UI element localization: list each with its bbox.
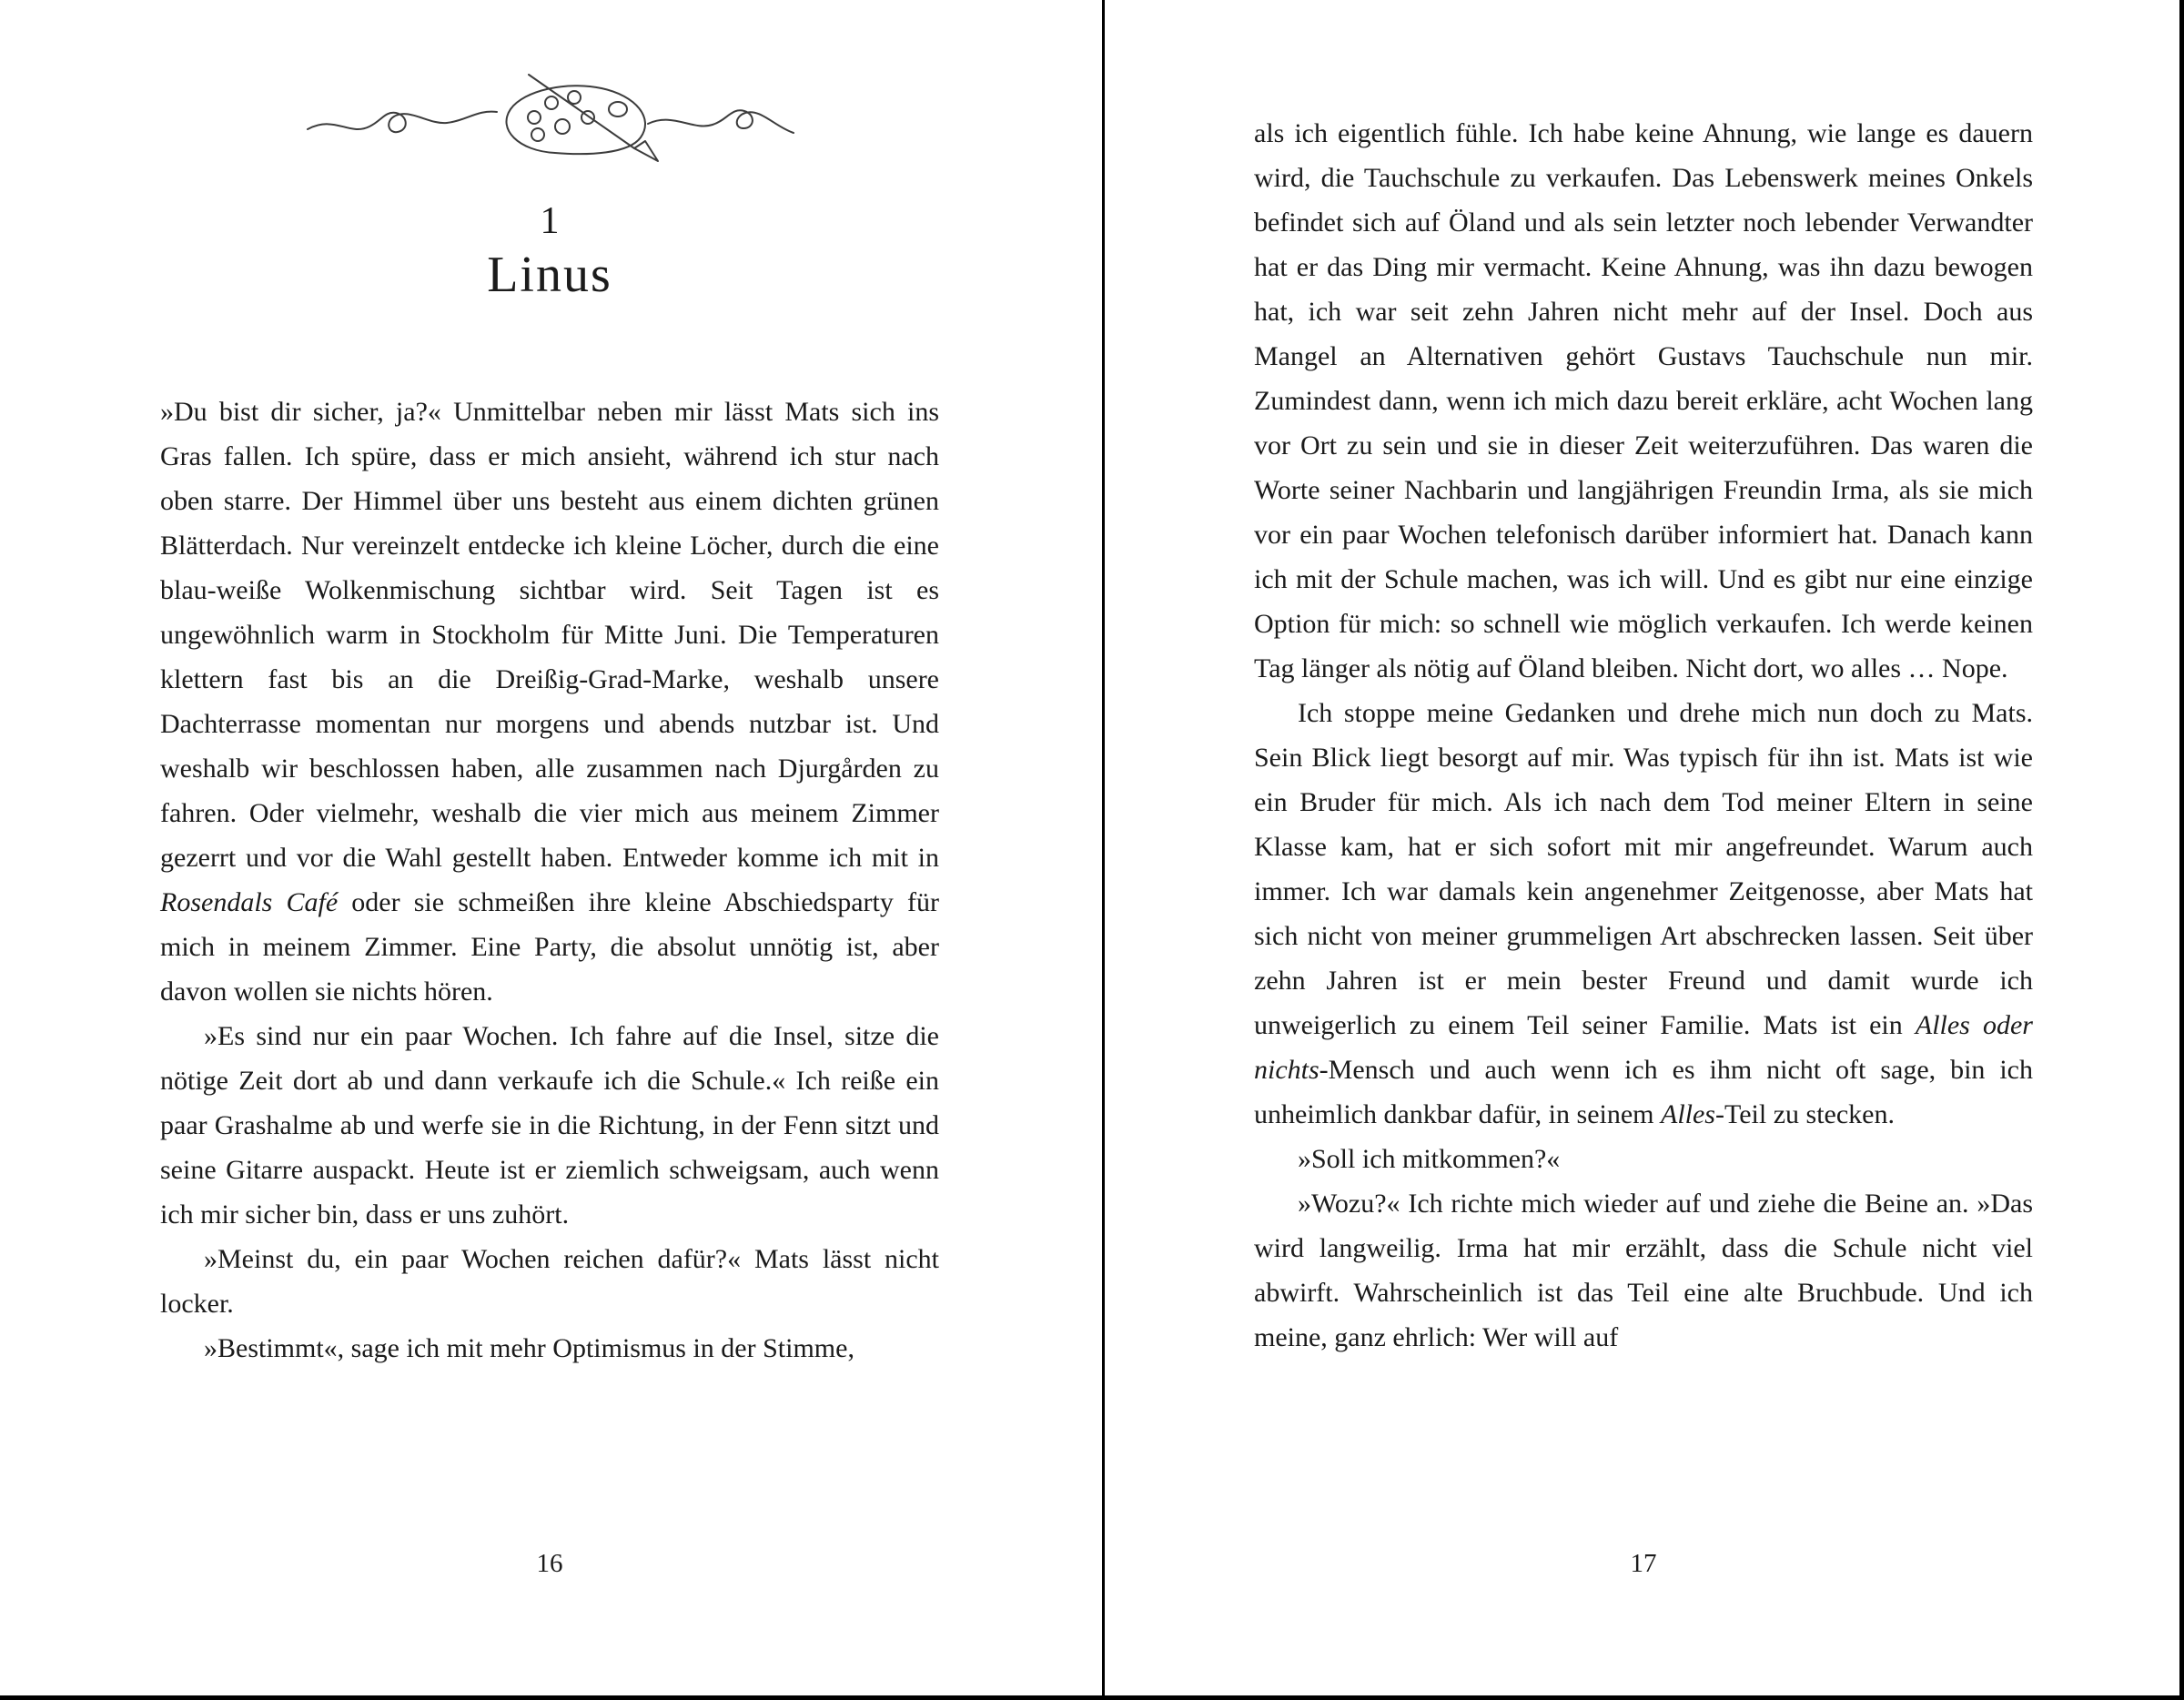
text-segment: »Es sind nur ein paar Wochen. Ich fahre auf die Insel, sitze die nötige Zeit dort ab und dann verkaufe ich die Schule.« Ich reiße ein paar Grashalme ab und werfe sie in die Richtung, in der Fenn sitzt und seine Gitarre auspackt. Heute ist er ziemlich schweigsam, auch wenn ich mir sicher bin, dass er uns zuhört.: [160, 1021, 939, 1229]
text-segment: »Du bist dir sicher, ja?« Unmittelbar neben mir lässt Mats sich ins Gras fallen. Ich spüre, dass er mich ansieht, während ich stur nach oben starre. Der Himmel über uns besteht aus einem dichten grünen Blätterdach. Nur vereinzelt entdecke ich kleine Löcher, durch die eine blau-weiße Wolkenmischung sichtbar wird. Seit Tagen ist es ungewöhnlich warm in Stockholm für Mitte Juni. Die Temperaturen klettern fast bis an die Dreißig-Grad-Marke, weshalb unsere Dachterrasse momentan nur morgens und abends nutzbar ist. Und weshalb wir beschlossen haben, alle zusammen nach Djurgården zu fahren. Oder vielmehr, weshalb die vier mich aus meinem Zimmer gezerrt und vor die Wahl gestellt haben. Entweder komme ich mit in: [160, 397, 939, 873]
paragraph: [160, 390, 939, 1014]
italic-text-segment: Alles oder nichts: [1254, 1010, 2033, 1085]
text-segment: -Mensch und auch wenn ich es ihm nicht oft sage, bin ich unheimlich dankbar dafür, in seinem: [1254, 1055, 2033, 1129]
paragraph: [1254, 1137, 2033, 1181]
chapter-ornament-paint-palette-icon: [300, 71, 801, 173]
page-edge-bottom: [0, 1695, 2184, 1700]
text-segment: »Wozu?« Ich richte mich wieder auf und ziehe die Beine an. »Das wird langweilig. Irma hat mir erzählt, dass die Schule nicht viel abwirft. Wahrscheinlich ist das Teil eine alte Bruchbude. Und ich meine, ganz ehrlich: Wer will auf: [1254, 1189, 2033, 1352]
text-segment: »Bestimmt«, sage ich mit mehr Optimismus in der Stimme,: [204, 1333, 854, 1363]
paragraph: [160, 1326, 939, 1371]
text-segment: »Soll ich mitkommen?«: [1298, 1144, 1561, 1174]
paragraph: [1254, 691, 2033, 1137]
paragraph: [160, 1237, 939, 1326]
page-divider: [1102, 0, 1105, 1700]
italic-text-segment: Rosendals Café: [160, 887, 339, 917]
text-segment: oder sie schmeißen ihre kleine Abschiedsparty für mich in meinem Zimmer. Eine Party, die absolut unnötig ist, aber davon wollen sie nichts hören.: [160, 887, 939, 1007]
text-segment: »Meinst du, ein paar Wochen reichen dafür?« Mats lässt nicht locker.: [160, 1244, 939, 1319]
left-page-number: 16: [536, 1549, 563, 1578]
text-segment: als ich eigentlich fühle. Ich habe keine Ahnung, wie lange es dauern wird, die Tauchschule zu verkaufen. Das Lebenswerk meines Onkels befindet sich auf Öland und als sein letzter noch lebender Verwandter hat er das Ding mir vermacht. Keine Ahnung, was ihn dazu bewogen hat, ich war seit zehn Jahren nicht mehr auf der Insel. Doch aus Mangel an Alternativen gehört Gustavs Tauchschule nun mir. Zumindest dann, wenn ich mich dazu bereit erkläre, acht Wochen lang vor Ort zu sein und sie in dieser Zeit weiterzuführen. Das waren die Worte seiner Nachbarin und langjährigen Freundin Irma, als sie mich vor ein paar Wochen telefonisch darüber informiert hat. Danach kann ich mit der Schule machen, was ich will. Und es gibt nur eine einzige Option für mich: so schnell wie möglich verkaufen. Ich werde keinen Tag länger als nötig auf Öland bleiben. Nicht dort, wo alles … Nope.: [1254, 118, 2033, 683]
left-page-body: [160, 390, 939, 1371]
italic-text-segment: Alles: [1661, 1099, 1715, 1129]
right-page-body: [1254, 111, 2033, 1360]
text-segment: Ich stoppe meine Gedanken und drehe mich nun doch zu Mats. Sein Blick liegt besorgt auf mir. Was typisch für ihn ist. Mats ist wie ein Bruder für mich. Als ich nach dem Tod meiner Eltern in seine Klasse kam, hat er sich sofort mit mir angefreundet. Warum auch immer. Ich war damals kein angenehmer Zeitgenosse, aber Mats hat sich nicht von meiner grummeligen Art abschrecken lassen. Seit über zehn Jahren ist er mein bester Freund und damit wurde ich unweigerlich zu einem Teil seiner Familie. Mats ist ein: [1254, 698, 2033, 1040]
right-page-number: 17: [1630, 1549, 1657, 1578]
text-segment: -Teil zu stecken.: [1715, 1099, 1895, 1129]
page-edge-right: [2179, 0, 2184, 1700]
paragraph: [160, 1014, 939, 1237]
chapter-title: Linus: [487, 247, 612, 303]
chapter-number: 1: [540, 200, 560, 242]
paragraph: [1254, 1181, 2033, 1360]
paragraph: [1254, 111, 2033, 691]
